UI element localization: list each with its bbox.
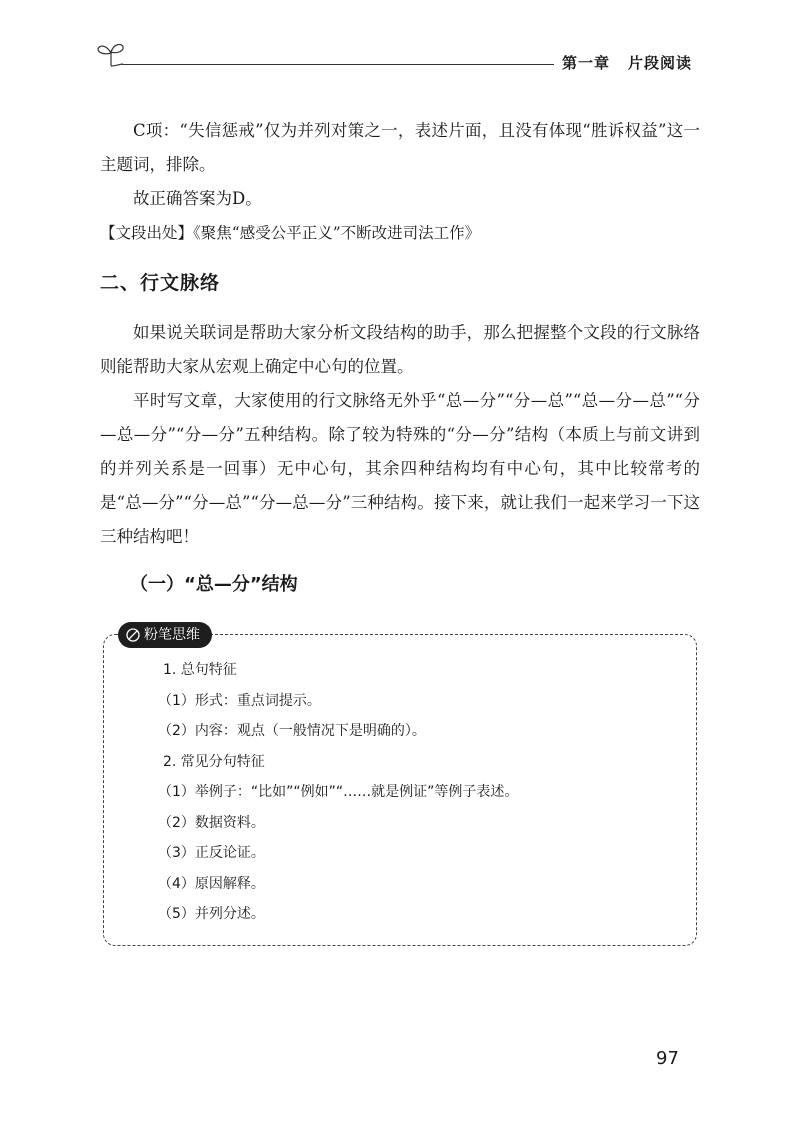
chalk-icon (126, 628, 140, 642)
list-item: （2）内容：观点（一般情况下是明确的）。 (158, 723, 426, 739)
paragraph-source (100, 216, 700, 250)
source-title: 《聚焦“感受公平正义”不断改进司法工作》 (193, 224, 481, 242)
section-label: 片段阅读 (628, 54, 693, 72)
thinking-badge (118, 622, 212, 648)
running-header (562, 52, 692, 73)
header-rule-dashed (536, 64, 554, 65)
list-item: （1）举例子：“比如”“例如”“……就是例证”等例子表述。 (158, 784, 519, 800)
badge-label: 粉笔思维 (144, 627, 200, 643)
feature-list (158, 655, 518, 930)
list-item: 1. 总句特征 (163, 662, 237, 678)
chapter-label: 第一章 (562, 54, 611, 72)
list-item: 2. 常见分句特征 (163, 753, 265, 770)
paragraph-option-c: C项：“失信惩戒”仅为并列对策之一，表述片面，且没有体现“胜诉权益”这一主题词，排除。 (100, 121, 700, 174)
header-rule (122, 64, 552, 65)
paragraph-answer: 故正确答案为D。 (133, 189, 262, 208)
list-item: （4）原因解释。 (158, 875, 265, 892)
list-item: （1）形式：重点词提示。 (158, 692, 321, 709)
paragraph-structures: 平时写文章，大家使用的行文脉络无外乎“总—分”“分—总”“总—分—总”“分—总—分”“分—分”五种结构。除了较为特殊的“分—分”结构（本质上与前文讲到的并列关系是一回事）无中心句，其余四种结构均有中心句，其中比较常考的是“总—分”“分—总”“分—总—分”三种结构。接下来，就让我们一起来学习一下这三种结构吧！ (100, 391, 700, 546)
list-item: （3）正反论证。 (158, 845, 265, 861)
section-title: 二、行文脉络 (100, 272, 221, 294)
paragraph-intro: 如果说关联词是帮助大家分析文段结构的助手，那么把握整个文段的行文脉络则能帮助大家从宏观上确定中心句的位置。 (100, 323, 700, 376)
source-tag: 【文段出处】 (100, 224, 194, 242)
list-item: （2）数据资料。 (158, 814, 265, 831)
list-item: （5）并列分述。 (158, 906, 265, 922)
page-number: 97 (656, 1048, 679, 1069)
subsection-title: （一）“总—分”结构 (130, 574, 298, 595)
